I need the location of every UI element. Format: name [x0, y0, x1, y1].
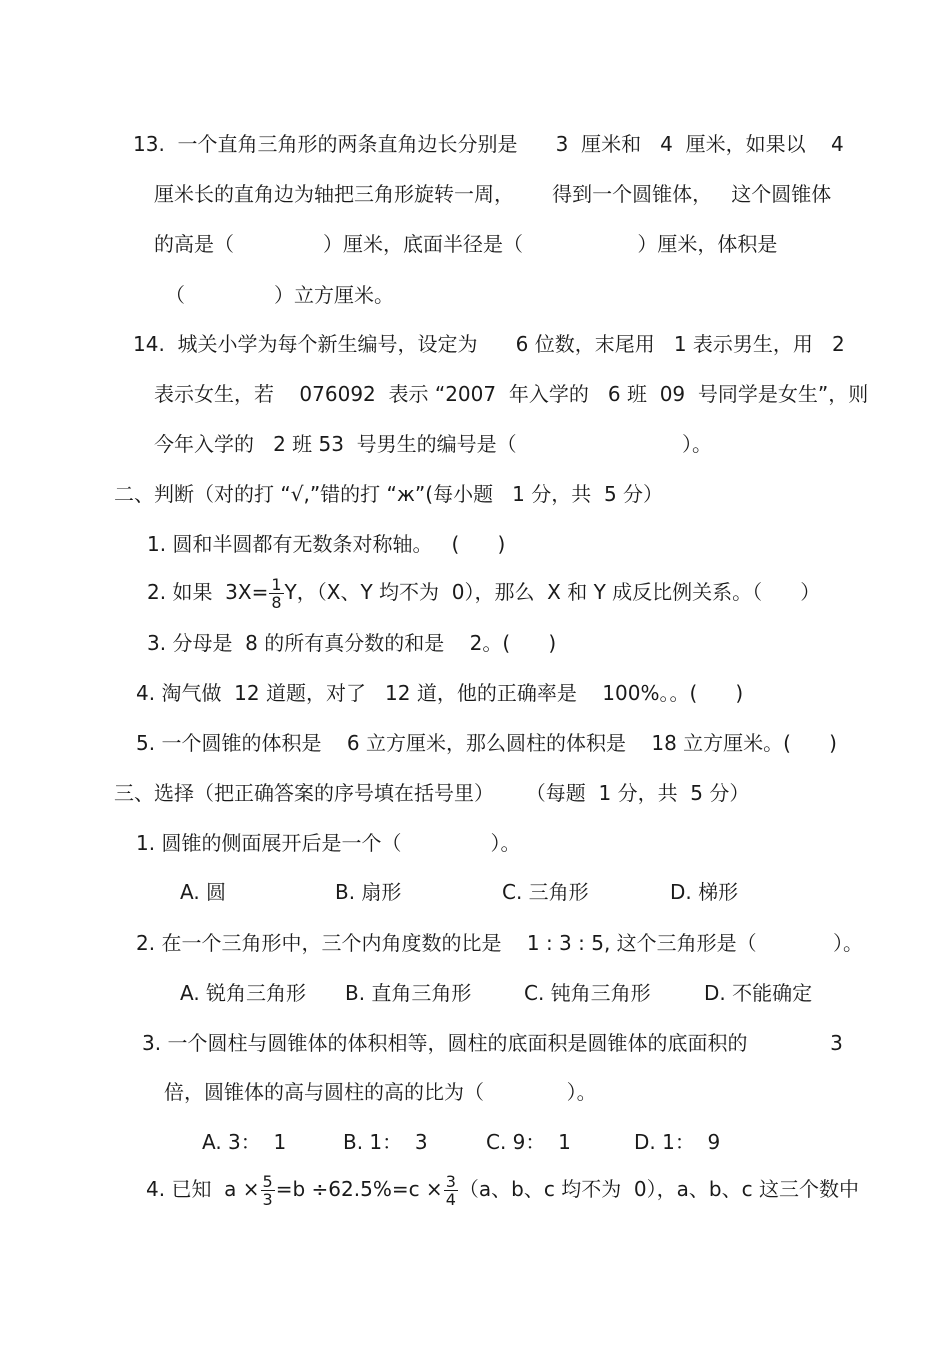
choice-q1-option-d: D. 梯形 — [670, 880, 739, 904]
choice-q4-stem: 4. 已知 a × $\frac{5}{3}$ =b ÷62.5%=c × $\frac{3}{4}$ （a、b、c 均不为 0），a、b、c 这三个数中 — [146, 1172, 859, 1209]
choice-q1-stem: 1. 圆锥的侧面展开后是一个（ ）。 — [136, 831, 521, 855]
q13-line-1: 13. 一个直角三角形的两条直角边长分别是 3 厘米和 4 厘米，如果以 4 — [133, 132, 844, 156]
choice-q3-line-1: 3. 一个圆柱与圆锥体的体积相等，圆柱的底面积是圆锥体的底面积的 3 — [142, 1031, 843, 1055]
choice-q3-line-2: 倍，圆锥体的高与圆柱的高的比为（ ）。 — [164, 1080, 597, 1104]
q14-line-2: 表示女生，若 076092 表示 “2007 年入学的 6 班 09 号同学是女生”，则 — [154, 382, 869, 406]
choice-q3-option-c: C. 9： 1 — [486, 1130, 571, 1154]
q13-line-3: 的高是（ ）厘米，底面半径是（ ）厘米，体积是 — [154, 232, 778, 256]
judge-item-1: 1. 圆和半圆都有无数条对称轴。 ( ) — [147, 532, 506, 556]
judge-item-3: 3. 分母是 8 的所有真分数的和是 2。( ) — [147, 631, 557, 655]
choice-q1-option-b: B. 扇形 — [335, 880, 402, 904]
q13-line-4: （ ）立方厘米。 — [165, 283, 395, 307]
choice-q3-option-d: D. 1： 9 — [634, 1130, 721, 1154]
section-3-title: 三、选择（把正确答案的序号填在括号里） （每题 1 分，共 5 分） — [114, 781, 750, 805]
choice-q1-option-a: A. 圆 — [180, 880, 227, 904]
choice-q2-option-d: D. 不能确定 — [704, 981, 813, 1005]
fraction-one-eighth: $\frac{1}{8}$ — [271, 575, 282, 612]
choice-q3-option-a: A. 3： 1 — [202, 1130, 287, 1154]
judge-item-4: 4. 淘气做 12 道题，对了 12 道，他的正确率是 100%。。( ) — [136, 681, 744, 705]
choice-q3-option-b: B. 1： 3 — [343, 1130, 428, 1154]
judge-item-5: 5. 一个圆锥的体积是 6 立方厘米，那么圆柱的体积是 18 立方厘米。( ) — [136, 731, 837, 755]
choice-q2-option-b: B. 直角三角形 — [345, 981, 472, 1005]
section-2-title: 二、判断（对的打 “√,”错的打 “ж”(每小题 1 分，共 5 分） — [114, 482, 664, 506]
q14-line-3: 今年入学的 2 班 53 号男生的编号是（ ）。 — [154, 432, 712, 456]
judge-item-2: 2. 如果 3X= $\frac{1}{8}$ Y，（X、Y 均不为 0），那么 X 和 Y 成反比例关系。（ ） — [147, 575, 821, 612]
choice-q2-option-a: A. 锐角三角形 — [180, 981, 307, 1005]
q13-line-2: 厘米长的直角边为轴把三角形旋转一周， 得到一个圆锥体， 这个圆锥体 — [154, 182, 832, 206]
choice-q1-option-c: C. 三角形 — [502, 880, 589, 904]
fraction-five-thirds: $\frac{5}{3}$ — [262, 1172, 273, 1209]
q14-line-1: 14. 城关小学为每个新生编号，设定为 6 位数，末尾用 1 表示男生，用 2 — [133, 332, 845, 356]
fraction-three-quarters: $\frac{3}{4}$ — [445, 1172, 456, 1209]
choice-q2-option-c: C. 钝角三角形 — [524, 981, 651, 1005]
choice-q2-stem: 2. 在一个三角形中，三个内角度数的比是 1 : 3 : 5, 这个三角形是（ ）。 — [136, 931, 863, 955]
